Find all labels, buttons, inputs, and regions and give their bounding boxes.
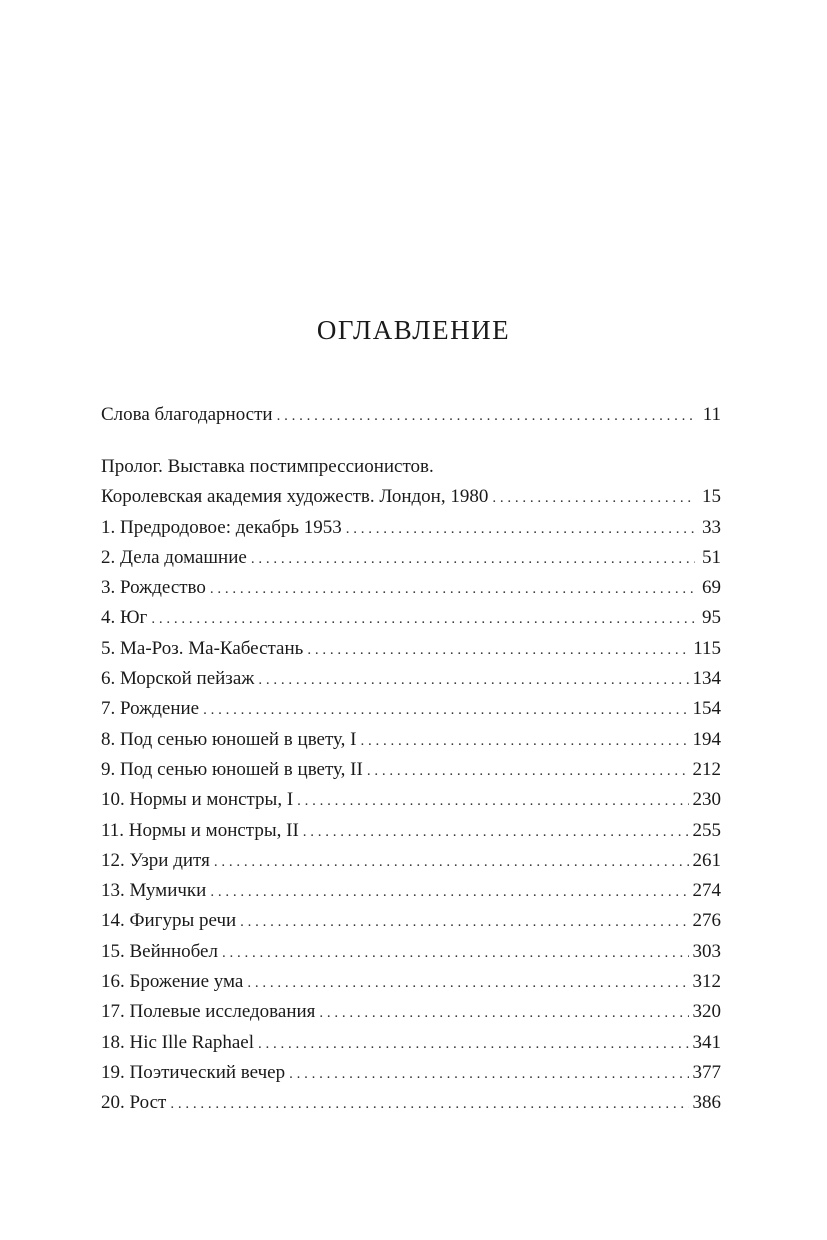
toc-entry-chapter[interactable]: [101, 816, 721, 846]
toc-entry-page: 33: [702, 516, 721, 538]
leader-dots: [170, 1089, 688, 1119]
toc-entry-page: 212: [692, 758, 721, 780]
toc-entry-page: 274: [692, 880, 721, 902]
toc-entry-page: 276: [692, 910, 721, 932]
toc-entry-page: 261: [692, 849, 721, 871]
toc-entry-chapter[interactable]: [101, 603, 721, 633]
toc-entry-chapter[interactable]: [101, 906, 721, 936]
toc-entry-label: 3. Рождество: [101, 577, 206, 599]
toc-entry-prolog[interactable]: [101, 452, 721, 512]
toc-entry-page: 194: [692, 728, 721, 750]
toc-entry-label: 16. Брожение ума: [101, 971, 244, 993]
toc-entry-page: 377: [692, 1061, 721, 1083]
leader-dots: [303, 817, 689, 847]
toc-entry-label: 13. Мумички: [101, 880, 207, 902]
leader-dots: [277, 401, 695, 431]
toc-entry-page: 386: [692, 1092, 721, 1114]
toc-entry-label: 17. Полевые исследования: [101, 1001, 316, 1023]
page-title: ОГЛАВЛЕНИЕ: [316, 315, 511, 345]
toc-entry-label: 14. Фигуры речи: [101, 910, 237, 932]
leader-dots: [289, 1059, 688, 1089]
toc-entry-page: 154: [692, 698, 721, 720]
leader-dots: [367, 756, 689, 786]
toc-entry-chapter[interactable]: [101, 664, 721, 694]
toc-entry-label: 10. Нормы и монстры, I: [101, 789, 294, 811]
leader-dots: [307, 635, 689, 665]
toc-entry-label: 12. Узри дитя: [101, 849, 210, 871]
toc-entry-page: 341: [692, 1031, 721, 1053]
toc-entry-label: 4. Юг: [101, 607, 148, 629]
chapter-list: [101, 513, 721, 1119]
toc-entry-label: 18. Hic Ille Raphael: [101, 1031, 255, 1053]
toc-entry-label: 2. Дела домашние: [101, 546, 247, 568]
toc-entry-page: 312: [692, 971, 721, 993]
leader-dots: [297, 786, 688, 816]
toc-entry-chapter[interactable]: [101, 513, 721, 543]
leader-dots: [247, 968, 688, 998]
toc-entry-chapter[interactable]: [101, 785, 721, 815]
leader-dots: [222, 938, 689, 968]
leader-dots: [203, 695, 688, 725]
toc-entry-chapter[interactable]: [101, 937, 721, 967]
toc-entry-chapter[interactable]: [101, 634, 721, 664]
toc-entry-page: 230: [692, 789, 721, 811]
leader-dots: [258, 665, 688, 695]
toc-entry-label: 11. Нормы и монстры, II: [101, 819, 299, 841]
toc-entry-page: 303: [692, 940, 721, 962]
toc-entry-chapter[interactable]: [101, 967, 721, 997]
leader-dots: [151, 604, 695, 634]
leader-dots: [210, 574, 695, 604]
toc-entry-page: 320: [692, 1001, 721, 1023]
toc-entry-chapter[interactable]: [101, 573, 721, 603]
leader-dots: [240, 907, 688, 937]
toc-entry-label: 15. Вейннобел: [101, 940, 218, 962]
leader-dots: [492, 483, 695, 513]
toc-entry-chapter[interactable]: [101, 876, 721, 906]
toc-entry-chapter[interactable]: [101, 543, 721, 573]
toc-entry-page: 11: [702, 404, 721, 425]
leader-dots: [210, 877, 688, 907]
toc-entry-chapter[interactable]: [101, 755, 721, 785]
toc-entry-label: 6. Морской пейзаж: [101, 668, 255, 690]
toc-entry-page: 134: [692, 668, 721, 690]
toc-entry-chapter[interactable]: [101, 1028, 721, 1058]
toc-entry-chapter[interactable]: [101, 694, 721, 724]
toc-entry-label: 5. Ма-Роз. Ма-Кабестань: [101, 637, 304, 659]
toc-entry-label: 7. Рождение: [101, 698, 200, 720]
leader-dots: [214, 847, 689, 877]
toc-entry-page: 69: [702, 577, 721, 599]
toc-entry-chapter[interactable]: [101, 997, 721, 1027]
toc-entry-label: 19. Поэтический вечер: [101, 1061, 286, 1083]
toc-entry-chapter[interactable]: [101, 1088, 721, 1118]
toc-entry-acknowledgements[interactable]: [101, 400, 721, 430]
toc-entry-label: 9. Под сенью юношей в цвету, II: [101, 758, 363, 780]
table-of-contents: [101, 400, 721, 1119]
leader-dots: [346, 514, 695, 544]
toc-entry-page: 255: [692, 819, 721, 841]
leader-dots: [258, 1029, 688, 1059]
toc-entry-label: Пролог. Выставка постимпрессионистов.: [101, 456, 434, 478]
toc-entry-label: 20. Рост: [101, 1092, 167, 1114]
toc-entry-chapter[interactable]: [101, 1058, 721, 1088]
toc-entry-page: 115: [693, 637, 721, 659]
toc-entry-page: 51: [702, 546, 721, 568]
toc-entry-label: Слова благодарности: [101, 404, 273, 425]
toc-entry-label: 8. Под сенью юношей в цвету, I: [101, 728, 357, 750]
leader-dots: [319, 998, 688, 1028]
toc-entry-page: 95: [702, 607, 721, 629]
toc-entry-label: 1. Предродовое: декабрь 1953: [101, 516, 342, 538]
toc-entry-chapter[interactable]: [101, 725, 721, 755]
toc-entry-label: Королевская академия художеств. Лондон, 1980: [101, 486, 489, 508]
leader-dots: [251, 544, 695, 574]
toc-entry-chapter[interactable]: [101, 846, 721, 876]
leader-dots: [360, 726, 688, 756]
toc-entry-page: 15: [702, 486, 721, 508]
